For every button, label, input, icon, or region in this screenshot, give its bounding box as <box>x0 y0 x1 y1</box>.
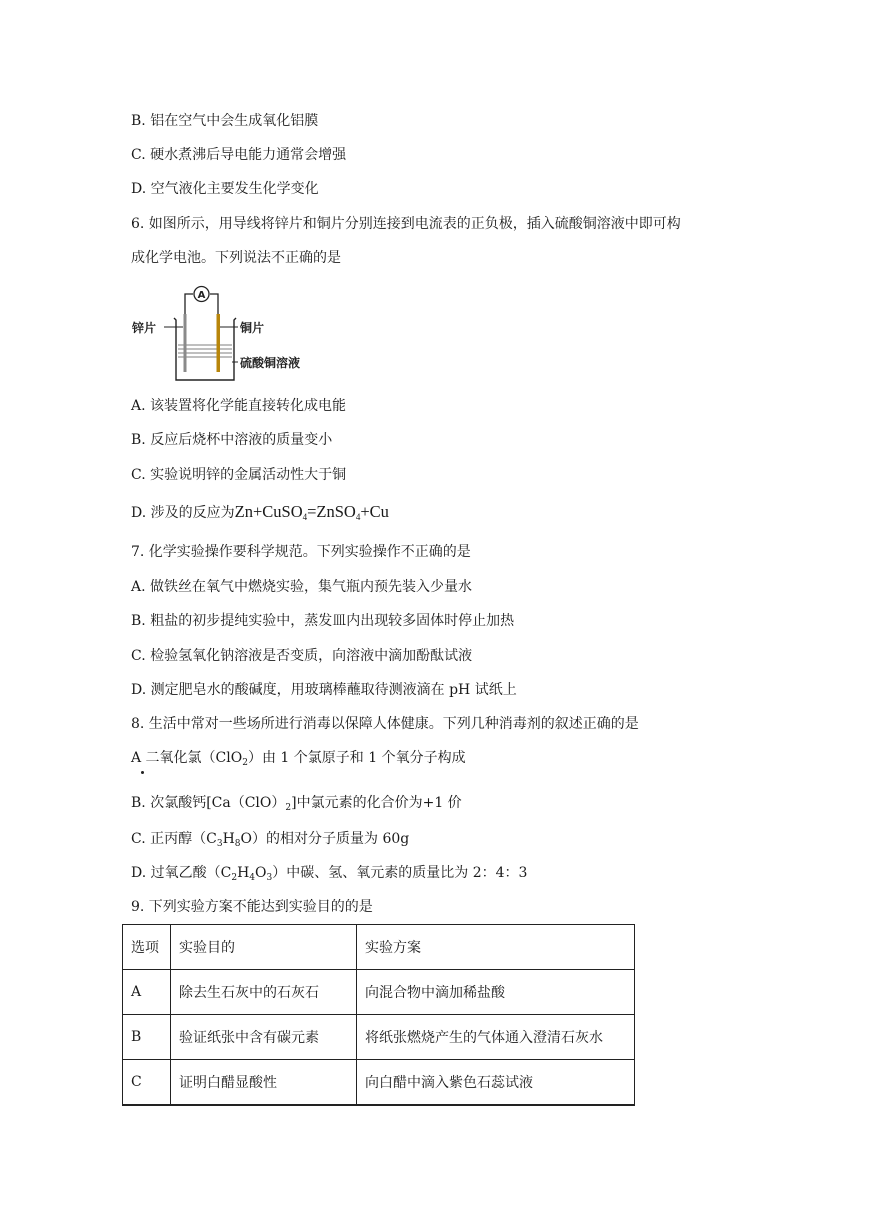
q9-stem: 9. 下列实验方案不能达到实验目的的是 <box>131 899 373 915</box>
ammeter-symbol: A <box>197 290 206 301</box>
q5-option-b: B. 铝在空气中会生成氧化铝膜 <box>131 113 319 129</box>
experiment-table <box>122 924 635 1106</box>
q7-option-a: A. 做铁丝在氧气中燃烧实验，集气瓶内预先装入少量水 <box>131 579 473 595</box>
table-header-cell: 实验方案 <box>357 925 635 970</box>
q8-option-b: B. 次氯酸钙$[Ca(ClO)_2]$中氯元素的化合价为+1 价 <box>131 795 462 813</box>
zinc-electrode <box>184 314 187 372</box>
q7-option-b: B. 粗盐的初步提纯实验中，蒸发皿内出现较多固体时停止加热 <box>131 613 515 629</box>
table-row <box>123 1060 635 1105</box>
q7-option-d: D. 测定肥皂水的酸碱度，用玻璃棒蘸取待测液滴在 pH 试纸上 <box>131 682 517 698</box>
q7-option-c: C. 检验氢氧化钠溶液是否变质，向溶液中滴加酚酞试液 <box>131 648 473 664</box>
q8-stem: 8. 生活中常对一些场所进行消毒以保障人体健康。下列几种消毒剂的叙述正确的是 <box>131 716 639 732</box>
copper-label: 铜片 <box>240 321 265 335</box>
q5-option-d: D. 空气液化主要发生化学变化 <box>131 181 319 197</box>
table-cell: C <box>123 1060 171 1105</box>
q8-option-c: C. 正丙醇$(C_3H_8O)$的相对分子质量为 60g <box>131 831 410 849</box>
q8-option-a: A 二氧化氯（ClO$_2$）由 1 个氯原子和 1 个氧分子构成 <box>131 750 466 768</box>
q6-option-d <box>131 502 389 527</box>
table-cell: 将纸张燃烧产生的气体通入澄清石灰水 <box>357 1015 635 1060</box>
left-wire <box>185 294 193 316</box>
q6-option-b: B. 反应后烧杯中溶液的质量变小 <box>131 432 333 448</box>
table-header-row <box>123 925 635 970</box>
copper-electrode <box>217 314 221 372</box>
zinc-label: 锌片 <box>132 321 157 335</box>
q6-option-a: A. 该装置将化学能直接转化成电能 <box>131 398 347 414</box>
right-wire <box>210 294 218 316</box>
emphasis-dot <box>141 771 144 774</box>
solution-label: 硫酸铜溶液 <box>240 356 301 370</box>
q6-option-d-prefix: D. 涉及的反应为 <box>131 505 235 521</box>
table-cell: 验证纸张中含有碳元素 <box>171 1015 357 1060</box>
reaction-equation: Zn+CuSO$_4$=ZnSO$_4$+Cu <box>234 502 389 522</box>
table-cell: B <box>123 1015 171 1060</box>
q7-stem: 7. 化学实验操作要科学规范。下列实验操作不正确的是 <box>131 544 471 560</box>
table-cell: A <box>123 970 171 1015</box>
table-cell: 除去生石灰中的石灰石 <box>171 970 357 1015</box>
table-cell: 证明白醋显酸性 <box>171 1060 357 1105</box>
table-cell: 向混合物中滴加稀盐酸 <box>357 970 635 1015</box>
q6-option-c: C. 实验说明锌的金属活动性大于铜 <box>131 467 347 483</box>
table-header-cell: 选项 <box>123 925 171 970</box>
table-row <box>123 970 635 1015</box>
table-cell: 向白醋中滴入紫色石蕊试液 <box>357 1060 635 1105</box>
q6-stem-line2: 成化学电池。下列说法不正确的是 <box>131 250 341 266</box>
galvanic-cell-figure <box>130 282 330 386</box>
table-row <box>123 1015 635 1060</box>
q5-option-c: C. 硬水煮沸后导电能力通常会增强 <box>131 147 347 163</box>
q8-option-d: D. 过氧乙酸$(C_2H_4O_3)$中碳、氢、氧元素的质量比为 2：4：3 <box>131 865 528 883</box>
table-header-cell: 实验目的 <box>171 925 357 970</box>
q6-stem-line1: 6. 如图所示，用导线将锌片和铜片分别连接到电流表的正负极，插入硫酸铜溶液中即可构 <box>131 216 681 232</box>
